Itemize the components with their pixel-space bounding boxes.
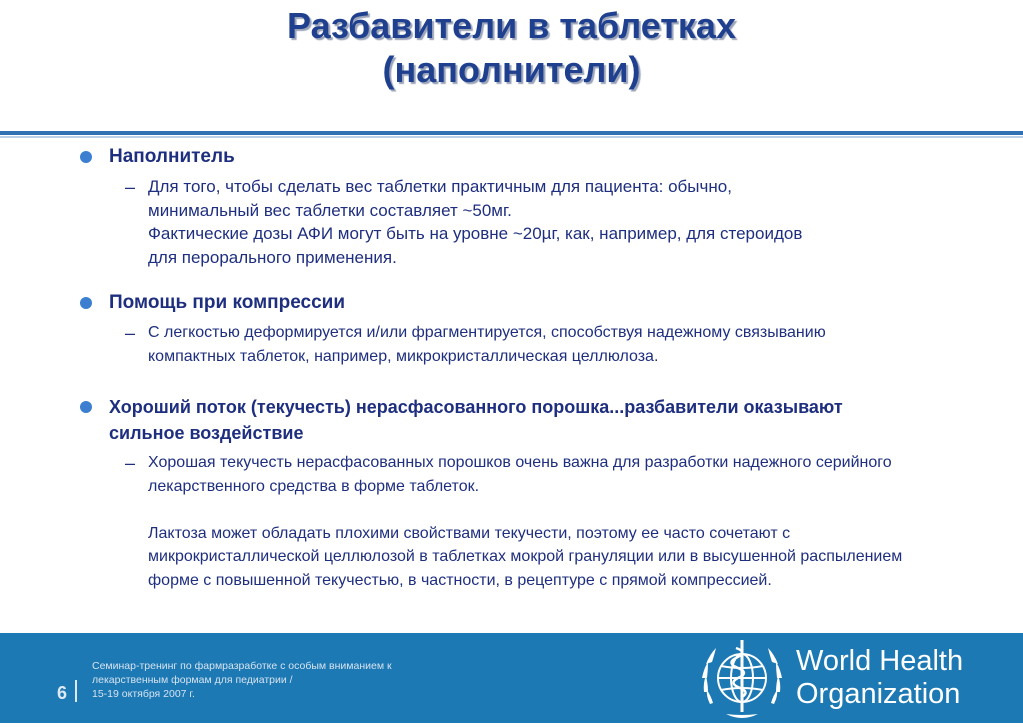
title-divider xyxy=(0,131,1023,135)
text-line: С легкостью деформируется и/или фрагментируется, способствуя надежному связыванию xyxy=(148,324,826,341)
bullet-dot-icon xyxy=(80,297,92,309)
title-divider-shadow xyxy=(0,136,1023,138)
bullet-dot-icon xyxy=(80,401,92,413)
footer-bar xyxy=(0,633,1023,723)
text-line: лекарственного средства в форме таблеток. xyxy=(148,477,480,495)
text-line: компактных таблеток, например, микрокристаллическая целлюлоза. xyxy=(148,347,659,365)
text-line: форме с повышенной текучестью, в частности, в рецептуре с прямой компрессией. xyxy=(148,571,772,589)
slide-title-line1: Разбавители в таблетках xyxy=(287,5,736,46)
text-line: Хороший поток (текучесть) нерасфасованного порошка...разбавители оказывают xyxy=(109,397,843,417)
text-line: Для того, чтобы сделать вес таблетки практичным для пациента: обычно, xyxy=(148,177,732,196)
text-line: Хорошая текучесть нерасфасованных порошков очень важна для разработки надежного серийного xyxy=(148,454,892,471)
blank-line xyxy=(148,498,902,522)
text-line: для перорального применения. xyxy=(148,247,397,267)
text-line: сильное воздействие xyxy=(109,423,304,443)
text-line: Фактические дозы АФИ могут быть на уровне ~20µг, как, например, для стероидов xyxy=(148,224,803,243)
who-wordmark xyxy=(796,645,963,711)
page-number: 6 xyxy=(57,683,68,703)
sub-bullet-flow-text xyxy=(148,451,902,592)
sub-bullet-compression-text xyxy=(148,321,826,368)
sub-bullet-dash: – xyxy=(125,177,136,197)
page-number-separator xyxy=(75,680,77,702)
slide-title-line2: (наполнители) xyxy=(382,49,641,90)
slide-title xyxy=(0,4,1023,92)
text-line: Лактоза может обладать плохими свойствами текучести, поэтому ее часто сочетают с xyxy=(148,524,791,542)
bullet-dot-icon xyxy=(80,151,92,163)
text-line: лекарственным формам для педиатрии / xyxy=(92,674,293,686)
text-line: минимальный вес таблетки составляет ~50мг. xyxy=(148,200,512,220)
bullet-heading-flow xyxy=(109,394,843,446)
seminar-caption xyxy=(92,659,392,701)
text-line: микрокристаллической целлюлозой в таблетках мокрой грануляции или в высушенной распылением xyxy=(148,548,903,565)
who-emblem-icon xyxy=(696,634,788,727)
sub-bullet-dash: – xyxy=(125,453,136,473)
text-line: 15-19 октября 2007 г. xyxy=(92,688,195,700)
sub-bullet-dash: – xyxy=(125,323,136,343)
bullet-heading-compression: Помощь при компрессии xyxy=(109,292,346,313)
text-line: Семинар-тренинг по фармразработке с особым вниманием к xyxy=(92,660,392,672)
who-wordmark-line2: Organization xyxy=(796,678,961,710)
bullet-heading-filler: Наполнитель xyxy=(109,146,235,167)
who-wordmark-line1: World Health xyxy=(796,645,964,677)
sub-bullet-filler-text xyxy=(148,175,802,269)
